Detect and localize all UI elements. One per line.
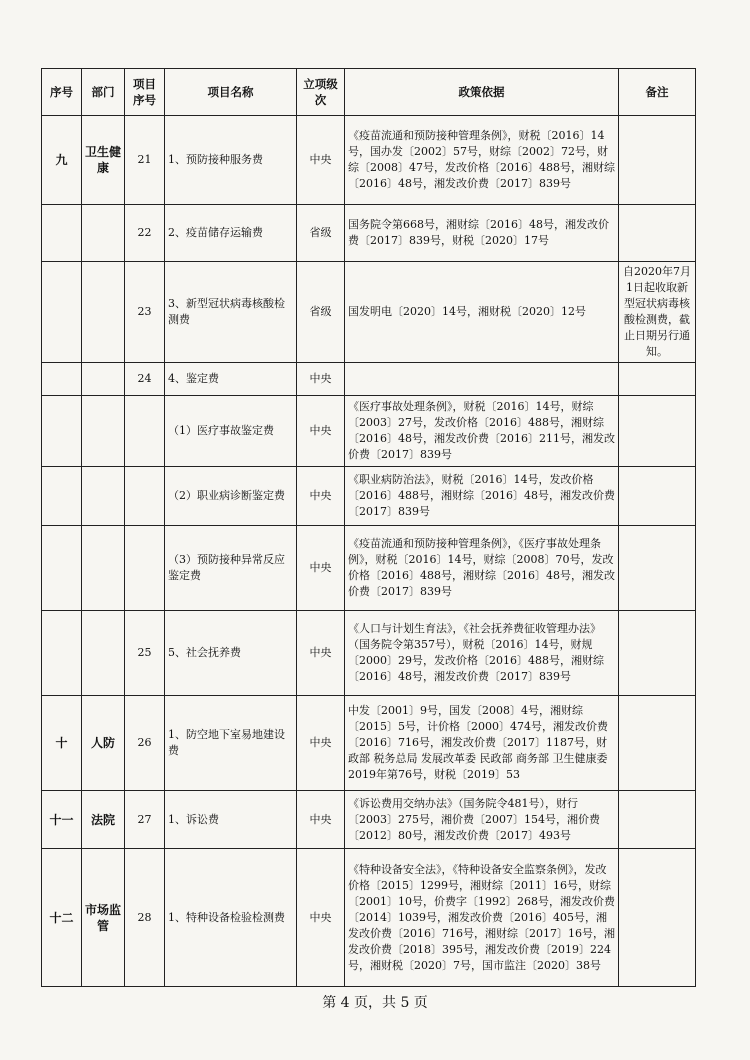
row-policy-basis: 国发明电〔2020〕14号，湘财税〔2020〕12号 xyxy=(345,262,619,363)
row-policy-basis: 《诉讼费用交纳办法》（国务院令481号），财行〔2003〕275号，湘价费〔2007〕154号，湘价费〔2012〕80号，湘发改价费〔2017〕493号 xyxy=(345,791,619,849)
row-seq xyxy=(42,396,82,467)
row-dept: 人防 xyxy=(82,696,125,791)
header-dept: 部门 xyxy=(82,69,125,116)
row-policy-basis: 《疫苗流通和预防接种管理条例》，财税〔2016〕14号，国办发〔2002〕57号，财综〔2002〕72号，财综〔2008〕47号，发改价格〔2016〕488号，湘财综〔2016〕48号，湘发改价费〔2017〕839号 xyxy=(345,116,619,205)
table-row xyxy=(42,791,696,849)
row-item-name: 1、防空地下室易地建设费 xyxy=(165,696,297,791)
table-row xyxy=(42,611,696,696)
row-seq xyxy=(42,526,82,611)
row-policy-basis: 《医疗事故处理条例》，财税〔2016〕14号，财综〔2003〕27号，发改价格〔2016〕488号，湘财综〔2016〕48号，湘发改价费〔2016〕211号，湘发改价费〔2017〕839号 xyxy=(345,396,619,467)
row-note xyxy=(619,696,696,791)
row-item-name: 3、新型冠状病毒核酸检测费 xyxy=(165,262,297,363)
row-dept: 卫生健康 xyxy=(82,116,125,205)
row-item-number xyxy=(125,396,165,467)
row-level: 中央 xyxy=(297,849,345,987)
header-note: 备注 xyxy=(619,69,696,116)
row-item-number: 26 xyxy=(125,696,165,791)
row-seq: 九 xyxy=(42,116,82,205)
row-policy-basis: 《特种设备安全法》，《特种设备安全监察条例》，发改价格〔2015〕1299号，湘财综〔2011〕16号，财综〔2001〕10号，价费字〔1992〕268号，湘发改价费〔2014〕1039号，湘发改价费〔2016〕405号，湘发改价费〔2016〕716号，湘财综〔2017〕16号，湘发改价费〔2018〕395号，湘发改价费〔2019〕224号，湘财税〔2020〕7号，国市监注〔2020〕38号 xyxy=(345,849,619,987)
row-item-name: 1、预防接种服务费 xyxy=(165,116,297,205)
row-item-number xyxy=(125,467,165,526)
row-note xyxy=(619,849,696,987)
row-item-name: （2）职业病诊断鉴定费 xyxy=(165,467,297,526)
row-dept xyxy=(82,467,125,526)
table-row xyxy=(42,467,696,526)
row-item-name: （3）预防接种异常反应鉴定费 xyxy=(165,526,297,611)
row-dept xyxy=(82,363,125,396)
row-policy-basis: 《人口与计划生育法》，《社会抚养费征收管理办法》（国务院令第357号），财税〔2016〕14号，财规〔2000〕29号，发改价格〔2016〕488号，湘财综〔2016〕48号，湘发改价费〔2017〕839号 xyxy=(345,611,619,696)
row-seq xyxy=(42,467,82,526)
row-item-number: 25 xyxy=(125,611,165,696)
row-item-name: （1）医疗事故鉴定费 xyxy=(165,396,297,467)
row-level: 中央 xyxy=(297,396,345,467)
row-policy-basis: 《疫苗流通和预防接种管理条例》，《医疗事故处理条例》，财税〔2016〕14号，财综〔2008〕70号，发改价格〔2016〕488号，湘财综〔2016〕48号，湘发改价费〔2017〕839号 xyxy=(345,526,619,611)
row-item-number xyxy=(125,526,165,611)
row-dept: 法院 xyxy=(82,791,125,849)
row-seq xyxy=(42,363,82,396)
row-item-number: 28 xyxy=(125,849,165,987)
row-policy-basis: 中发〔2001〕9号，国发〔2008〕4号，湘财综〔2015〕5号，计价格〔2000〕474号，湘发改价费〔2016〕716号，湘发改价费〔2017〕1187号，财政部 税务总局 发展改革委 民政部 商务部 卫生健康委 2019年第76号，财税〔2019〕53 xyxy=(345,696,619,791)
row-level: 中央 xyxy=(297,611,345,696)
row-item-name: 5、社会抚养费 xyxy=(165,611,297,696)
header-item-number: 项目序号 xyxy=(125,69,165,116)
row-level: 中央 xyxy=(297,363,345,396)
row-level: 中央 xyxy=(297,526,345,611)
row-seq xyxy=(42,262,82,363)
table-row xyxy=(42,116,696,205)
fee-table xyxy=(41,68,696,987)
row-item-name: 1、特种设备检验检测费 xyxy=(165,849,297,987)
header-level: 立项级次 xyxy=(297,69,345,116)
row-note xyxy=(619,363,696,396)
row-item-number: 27 xyxy=(125,791,165,849)
row-item-name: 4、鉴定费 xyxy=(165,363,297,396)
row-item-number: 24 xyxy=(125,363,165,396)
row-note xyxy=(619,116,696,205)
table-row xyxy=(42,205,696,262)
row-item-number: 21 xyxy=(125,116,165,205)
row-note xyxy=(619,205,696,262)
row-item-number: 23 xyxy=(125,262,165,363)
header-policy-basis: 政策依据 xyxy=(345,69,619,116)
row-dept: 市场监管 xyxy=(82,849,125,987)
row-level: 省级 xyxy=(297,205,345,262)
row-seq: 十 xyxy=(42,696,82,791)
row-seq xyxy=(42,205,82,262)
table-row xyxy=(42,849,696,987)
row-note xyxy=(619,791,696,849)
row-item-name: 1、诉讼费 xyxy=(165,791,297,849)
row-level: 中央 xyxy=(297,467,345,526)
row-level: 中央 xyxy=(297,116,345,205)
table-row xyxy=(42,363,696,396)
row-item-number: 22 xyxy=(125,205,165,262)
row-dept xyxy=(82,205,125,262)
row-dept xyxy=(82,526,125,611)
row-note xyxy=(619,396,696,467)
table-row xyxy=(42,526,696,611)
row-level: 省级 xyxy=(297,262,345,363)
table-row xyxy=(42,396,696,467)
header-seq: 序号 xyxy=(42,69,82,116)
row-note xyxy=(619,526,696,611)
row-note: 自2020年7月1日起收取新型冠状病毒核酸检测费，截止日期另行通知。 xyxy=(619,262,696,363)
row-level: 中央 xyxy=(297,791,345,849)
row-seq: 十二 xyxy=(42,849,82,987)
row-dept xyxy=(82,262,125,363)
row-dept xyxy=(82,396,125,467)
table-header xyxy=(42,69,696,116)
row-policy-basis: 国务院令第668号，湘财综〔2016〕48号，湘发改价费〔2017〕839号，财税〔2020〕17号 xyxy=(345,205,619,262)
page-number: 第 4 页，共 5 页 xyxy=(322,995,428,1011)
row-note xyxy=(619,611,696,696)
row-policy-basis: 《职业病防治法》，财税〔2016〕14号，发改价格〔2016〕488号，湘财综〔2016〕48号，湘发改价费〔2017〕839号 xyxy=(345,467,619,526)
row-seq: 十一 xyxy=(42,791,82,849)
row-item-name: 2、疫苗储存运输费 xyxy=(165,205,297,262)
table-row xyxy=(42,262,696,363)
row-level: 中央 xyxy=(297,696,345,791)
row-policy-basis xyxy=(345,363,619,396)
header-item-name: 项目名称 xyxy=(165,69,297,116)
row-note xyxy=(619,467,696,526)
row-dept xyxy=(82,611,125,696)
row-seq xyxy=(42,611,82,696)
table-row xyxy=(42,696,696,791)
